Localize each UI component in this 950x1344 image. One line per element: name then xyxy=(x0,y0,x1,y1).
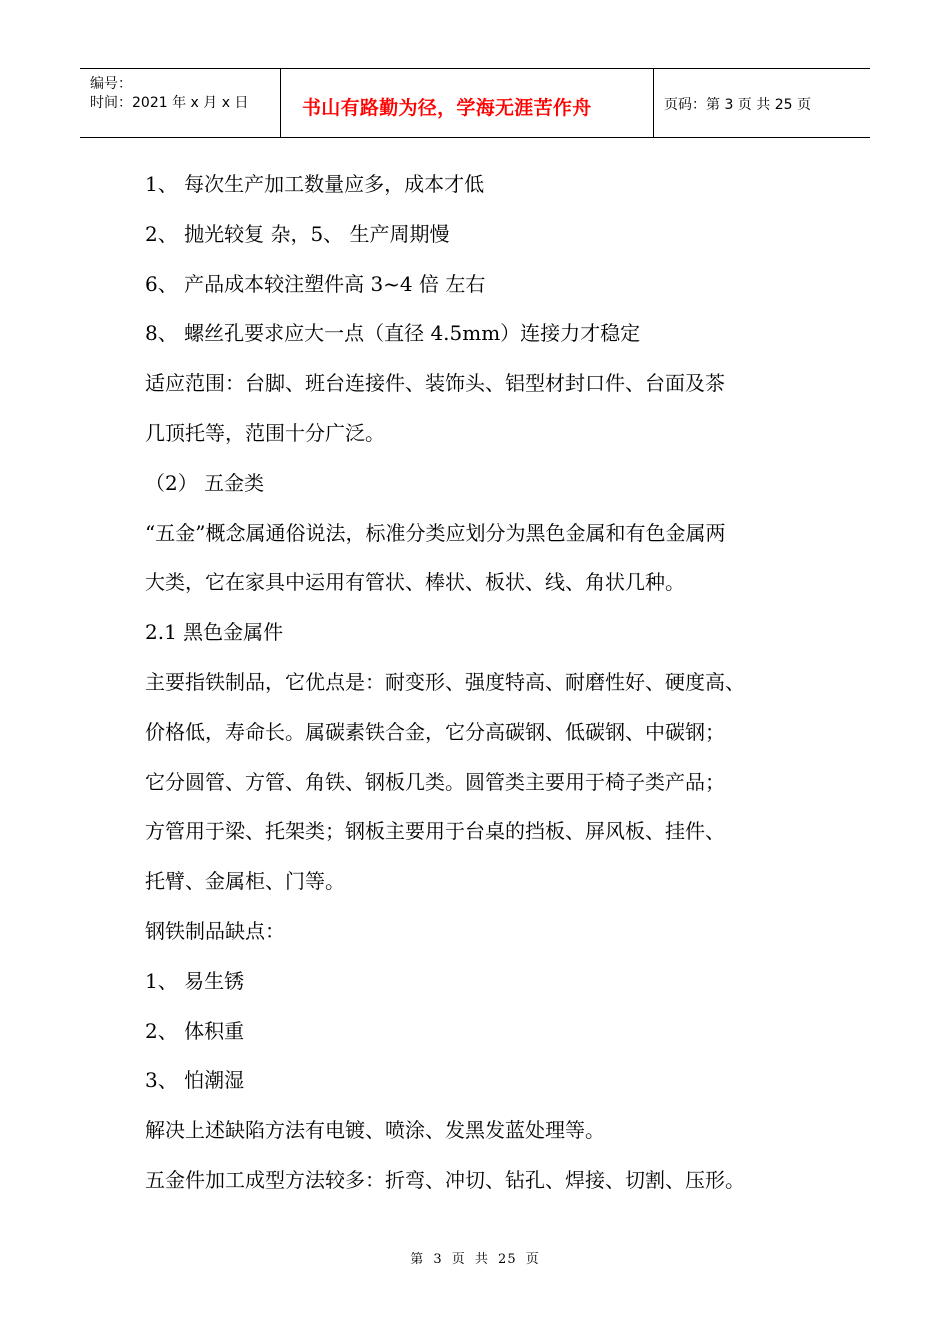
page-footer: 第 3 页 共 25 页 xyxy=(410,1252,540,1267)
header-motto-cell xyxy=(281,69,654,137)
body-line: 8、 螺丝孔要求应大一点（直径 4.5mm）连接力才稳定 xyxy=(145,321,641,346)
body-line: 价格低，寿命长。属碳素铁合金，它分高碳钢、低碳钢、中碳钢； xyxy=(145,719,725,744)
document-body xyxy=(145,161,835,1207)
body-line: 方管用于梁、托架类；钢板主要用于台桌的挡板、屏风板、挂件、 xyxy=(145,819,725,844)
header-page-info: 页码：第 3 页 共 25 页 xyxy=(664,97,811,113)
document-number-label: 编号： xyxy=(90,76,132,92)
body-line: 3、 怕潮湿 xyxy=(145,1068,245,1093)
body-line: 它分圆管、方管、角铁、钢板几类。圆管类主要用于椅子类产品； xyxy=(145,769,725,794)
document-date: 时间：2021 年 x 月 x 日 xyxy=(90,95,249,111)
body-line: 钢铁制品缺点： xyxy=(145,918,285,943)
header-page-cell xyxy=(654,69,870,137)
body-line: 托臂、金属柜、门等。 xyxy=(145,869,345,894)
header-motto: 书山有路勤为径，学海无涯苦作舟 xyxy=(302,97,592,119)
body-line: 几顶托等，范围十分广泛。 xyxy=(145,420,385,445)
body-line: 主要指铁制品，它优点是：耐变形、强度特高、耐磨性好、硬度高、 xyxy=(145,669,745,694)
body-line: “五金”概念属通俗说法，标准分类应划分为黑色金属和有色金属两 xyxy=(145,520,726,545)
body-line: 2、 抛光较复 杂，5、 生产周期慢 xyxy=(145,221,450,246)
body-line: 6、 产品成本较注塑件高 3~4 倍 左右 xyxy=(145,271,486,296)
header-meta-cell xyxy=(80,69,281,137)
body-line: 2、 体积重 xyxy=(145,1018,245,1043)
page-header xyxy=(80,68,870,138)
body-line: 1、 易生锈 xyxy=(145,968,245,993)
subsection-heading: 2.1 黑色金属件 xyxy=(145,620,284,645)
body-line: 解决上述缺陷方法有电镀、喷涂、发黑发蓝处理等。 xyxy=(145,1118,605,1143)
body-line: 1、 每次生产加工数量应多，成本才低 xyxy=(145,172,485,196)
body-line: 五金件加工成型方法较多：折弯、冲切、钻孔、焊接、切割、压形。 xyxy=(145,1167,745,1192)
section-heading: （2） 五金类 xyxy=(145,470,265,495)
body-line: 适应范围：台脚、班台连接件、装饰头、铝型材封口件、台面及茶 xyxy=(145,371,725,396)
body-line: 大类，它在家具中运用有管状、棒状、板状、线、角状几种。 xyxy=(145,570,685,595)
